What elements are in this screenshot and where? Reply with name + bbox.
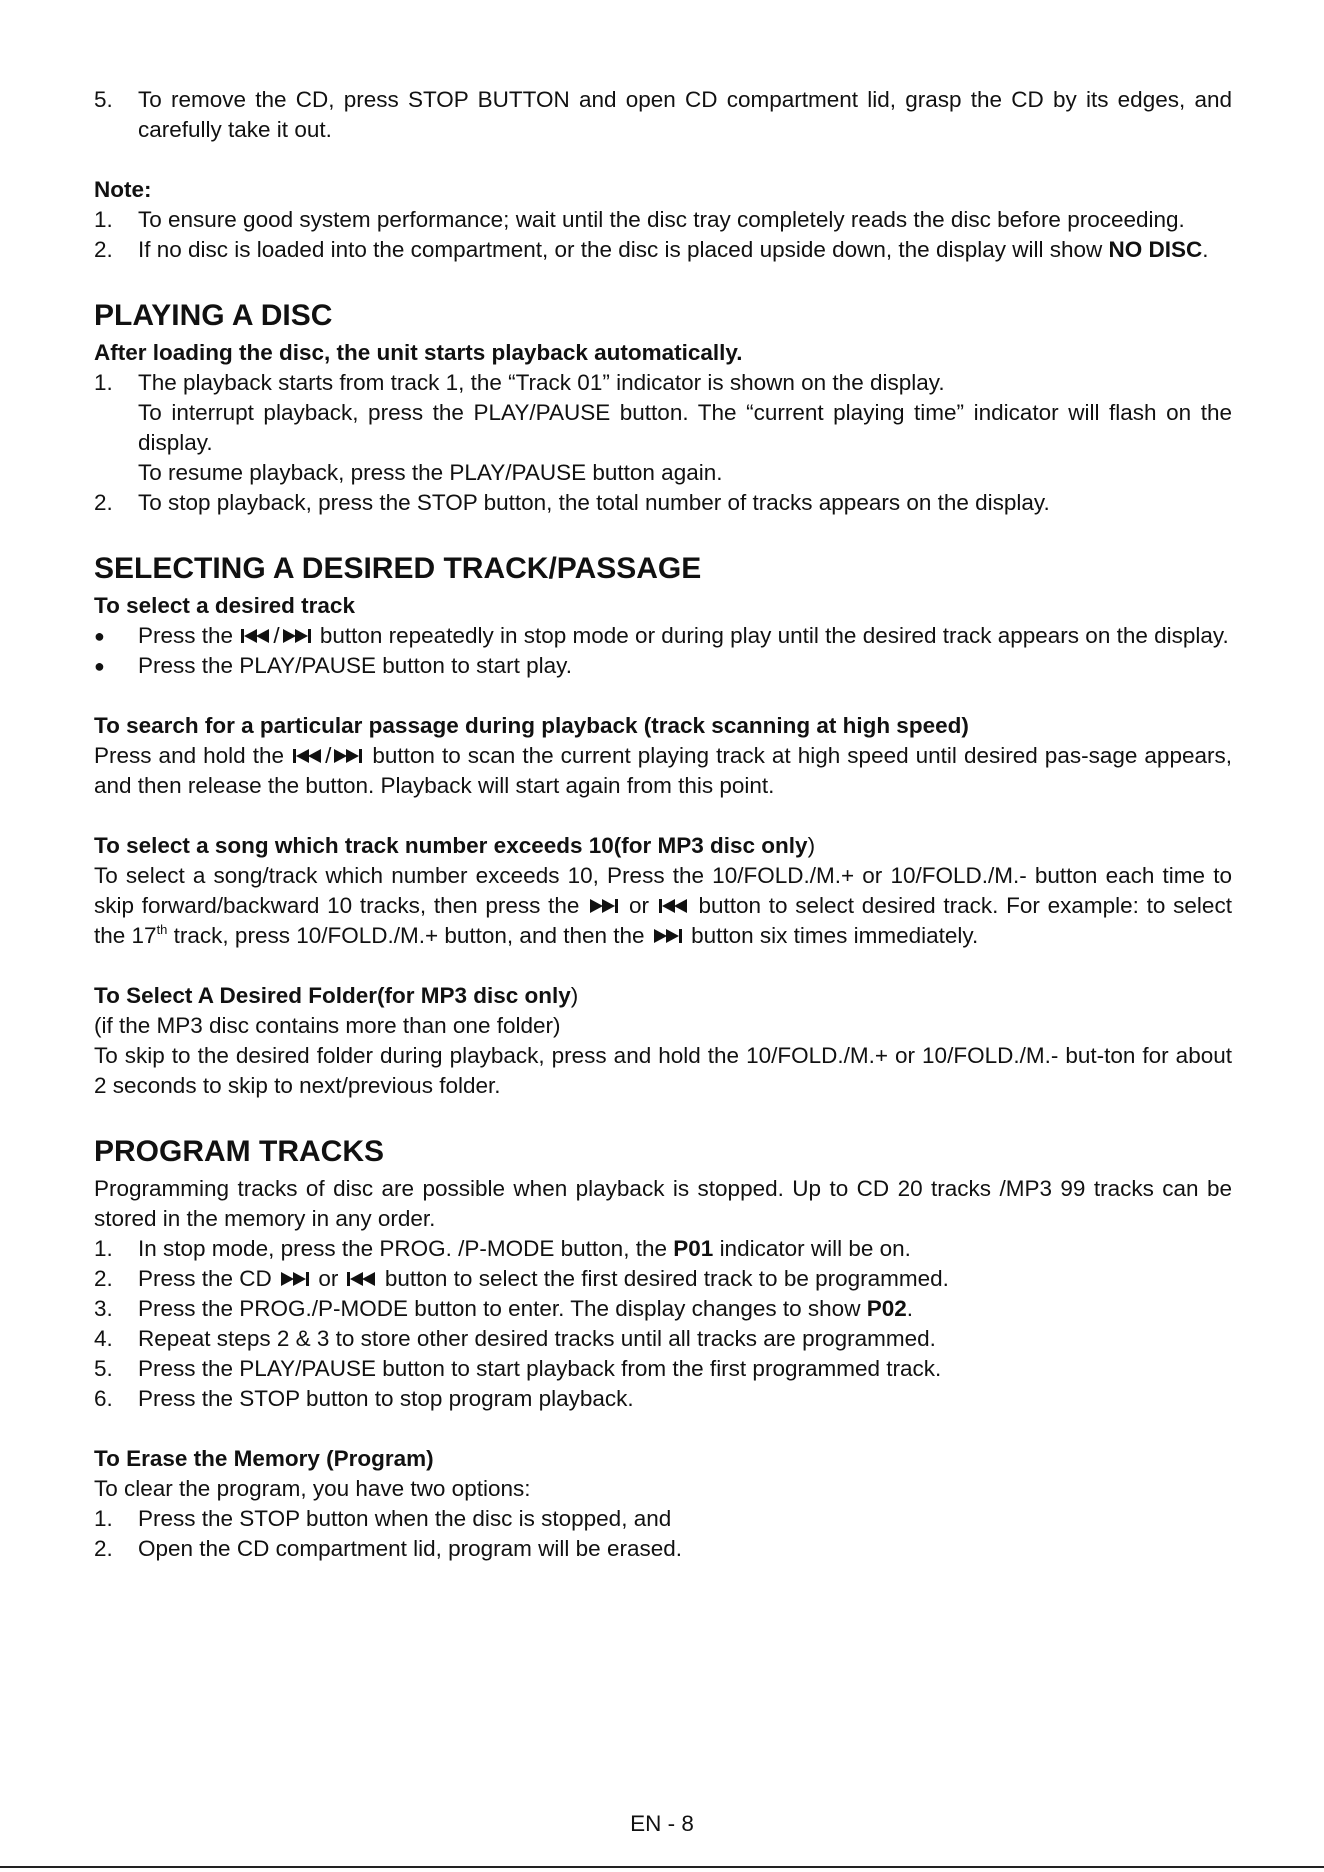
playing-subheading: After loading the disc, the unit starts playback automatically. — [94, 340, 743, 365]
text: button to select the first desired track to be programmed. — [384, 1266, 949, 1291]
note-number: 2. — [94, 237, 113, 262]
text: Press the — [138, 623, 234, 648]
text: button to select desired track. For example: to select the 17 — [94, 893, 1232, 948]
text: Press the PLAY/PAUSE button to start playback from the first programmed track. — [138, 1356, 942, 1381]
step-number: 6. — [94, 1386, 113, 1411]
search-paragraph — [94, 741, 1232, 801]
text: button six times immediately. — [691, 923, 979, 948]
bullet-item — [94, 621, 1232, 651]
skip-forward-icon — [280, 1271, 310, 1287]
step-number: 1. — [94, 1506, 113, 1531]
section-title-playing: PLAYING A DISC — [94, 299, 333, 332]
folder-heading — [94, 981, 1232, 1011]
manual-page — [94, 85, 1232, 1564]
remove-cd-step — [94, 85, 1232, 145]
program-intro: Programming tracks of disc are possible when playback is stopped. Up to CD 20 tracks /MP3 99 tracks can be stored in the memory in any order. — [94, 1176, 1232, 1231]
note-item — [94, 205, 1232, 235]
bullet-icon: ● — [94, 626, 105, 646]
playing-step — [94, 368, 1232, 488]
step-line: To interrupt playback, press the PLAY/PAUSE button. The “current playing time” indicator will flash on the display. — [138, 400, 1232, 455]
step-number: 1. — [94, 1236, 113, 1261]
step-number: 3. — [94, 1296, 113, 1321]
text: button to scan the current playing track at high speed until desired pas-sage appears, and then release the button. Playback will start again from this point. — [94, 743, 1232, 798]
skip-back-icon — [293, 748, 323, 764]
p01-label: P01 — [673, 1236, 714, 1261]
erase-step — [94, 1504, 1232, 1534]
text: track, press 10/FOLD./M.+ button, and then the — [173, 923, 645, 948]
text: In stop mode, press the PROG. /P-MODE button, the — [138, 1236, 667, 1261]
song-heading-bold: To select a song which track number exceeds 10(for MP3 disc only — [94, 833, 808, 858]
skip-back-icon — [659, 898, 689, 914]
section-title-program: PROGRAM TRACKS — [94, 1135, 384, 1168]
folder-note: (if the MP3 disc contains more than one folder) — [94, 1013, 561, 1038]
skip-forward-icon — [653, 928, 683, 944]
song-paragraph — [94, 861, 1232, 951]
text: Repeat steps 2 & 3 to store other desired tracks until all tracks are programmed. — [138, 1326, 936, 1351]
page-number: EN - 8 — [630, 1811, 694, 1836]
song-heading-tail: ) — [807, 833, 816, 858]
text: To select a song/track which number exceeds 10, Press the 10/FOLD./M.+ or 10/FOLD./M.- button each time to skip forward/backward 10 tracks, then press the — [94, 863, 1232, 918]
step-text: To remove the CD, press STOP BUTTON and open CD compartment lid, grasp the CD by its edges, and carefully take it out. — [138, 87, 1232, 142]
note-number: 1. — [94, 207, 113, 232]
step-number: 5. — [94, 87, 113, 112]
skip-forward-icon — [333, 748, 363, 764]
step-line: To resume playback, press the PLAY/PAUSE button again. — [138, 460, 723, 485]
text: Press the PLAY/PAUSE button to start play. — [138, 653, 572, 678]
skip-forward-icon — [282, 628, 312, 644]
program-step — [94, 1264, 1232, 1294]
text: Open the CD compartment lid, program will be erased. — [138, 1536, 682, 1561]
skip-back-icon — [241, 628, 271, 644]
text: Press the PROG./P-MODE button to enter. The display changes to show — [138, 1296, 861, 1321]
step-number: 4. — [94, 1326, 113, 1351]
search-heading: To search for a particular passage during playback (track scanning at high speed) — [94, 713, 969, 738]
section-title-selecting: SELECTING A DESIRED TRACK/PASSAGE — [94, 552, 702, 585]
p02-label: P02 — [866, 1296, 907, 1321]
no-disc-label: NO DISC — [1108, 237, 1203, 262]
bullet-icon: ● — [94, 656, 105, 676]
skip-back-icon — [347, 1271, 377, 1287]
erase-heading: To Erase the Memory (Program) — [94, 1446, 434, 1471]
step-number: 2. — [94, 1266, 113, 1291]
program-step — [94, 1384, 1232, 1414]
note-heading: Note: — [94, 177, 152, 202]
text: indicator will be on. — [719, 1236, 911, 1261]
note-tail: . — [1202, 237, 1209, 262]
folder-paragraph: To skip to the desired folder during playback, press and hold the 10/FOLD./M.+ or 10/FOLD./M.- but-ton for about 2 seconds to skip to next/previous folder. — [94, 1043, 1232, 1098]
note-text: If no disc is loaded into the compartment, or the disc is placed upside down, the display will show — [138, 237, 1109, 262]
note-item — [94, 235, 1232, 265]
erase-intro: To clear the program, you have two options: — [94, 1476, 531, 1501]
note-text: To ensure good system performance; wait until the disc tray completely reads the disc before proceeding. — [138, 207, 1185, 232]
program-step — [94, 1234, 1232, 1264]
folder-heading-tail: ) — [570, 983, 579, 1008]
slash: / — [325, 743, 332, 768]
folder-heading-bold: To Select A Desired Folder(for MP3 disc only — [94, 983, 571, 1008]
text: Press the CD — [138, 1266, 272, 1291]
program-step — [94, 1324, 1232, 1354]
step-number: 2. — [94, 490, 113, 515]
step-text: To stop playback, press the STOP button, the total number of tracks appears on the display. — [138, 490, 1050, 515]
step-number: 1. — [94, 370, 113, 395]
superscript: th — [156, 922, 168, 937]
program-step — [94, 1354, 1232, 1384]
text: . — [906, 1296, 914, 1321]
step-number: 2. — [94, 1536, 113, 1561]
text: Press the STOP button when the disc is stopped, and — [138, 1506, 672, 1531]
text: Press the STOP button to stop program playback. — [138, 1386, 634, 1411]
text: or — [628, 893, 649, 918]
song-heading — [94, 831, 1232, 861]
text: button repeatedly in stop mode or during play until the desired track appears on the display. — [319, 623, 1229, 648]
bullet-item — [94, 651, 1232, 681]
select-track-heading: To select a desired track — [94, 593, 355, 618]
slash: / — [273, 623, 280, 648]
program-step — [94, 1294, 1232, 1324]
text: or — [318, 1266, 339, 1291]
step-number: 5. — [94, 1356, 113, 1381]
playing-step — [94, 488, 1232, 518]
erase-step — [94, 1534, 1232, 1564]
skip-forward-icon — [589, 898, 619, 914]
bottom-divider — [0, 1866, 1324, 1868]
step-line: The playback starts from track 1, the “Track 01” indicator is shown on the display. — [138, 370, 945, 395]
text: Press and hold the — [94, 743, 285, 768]
